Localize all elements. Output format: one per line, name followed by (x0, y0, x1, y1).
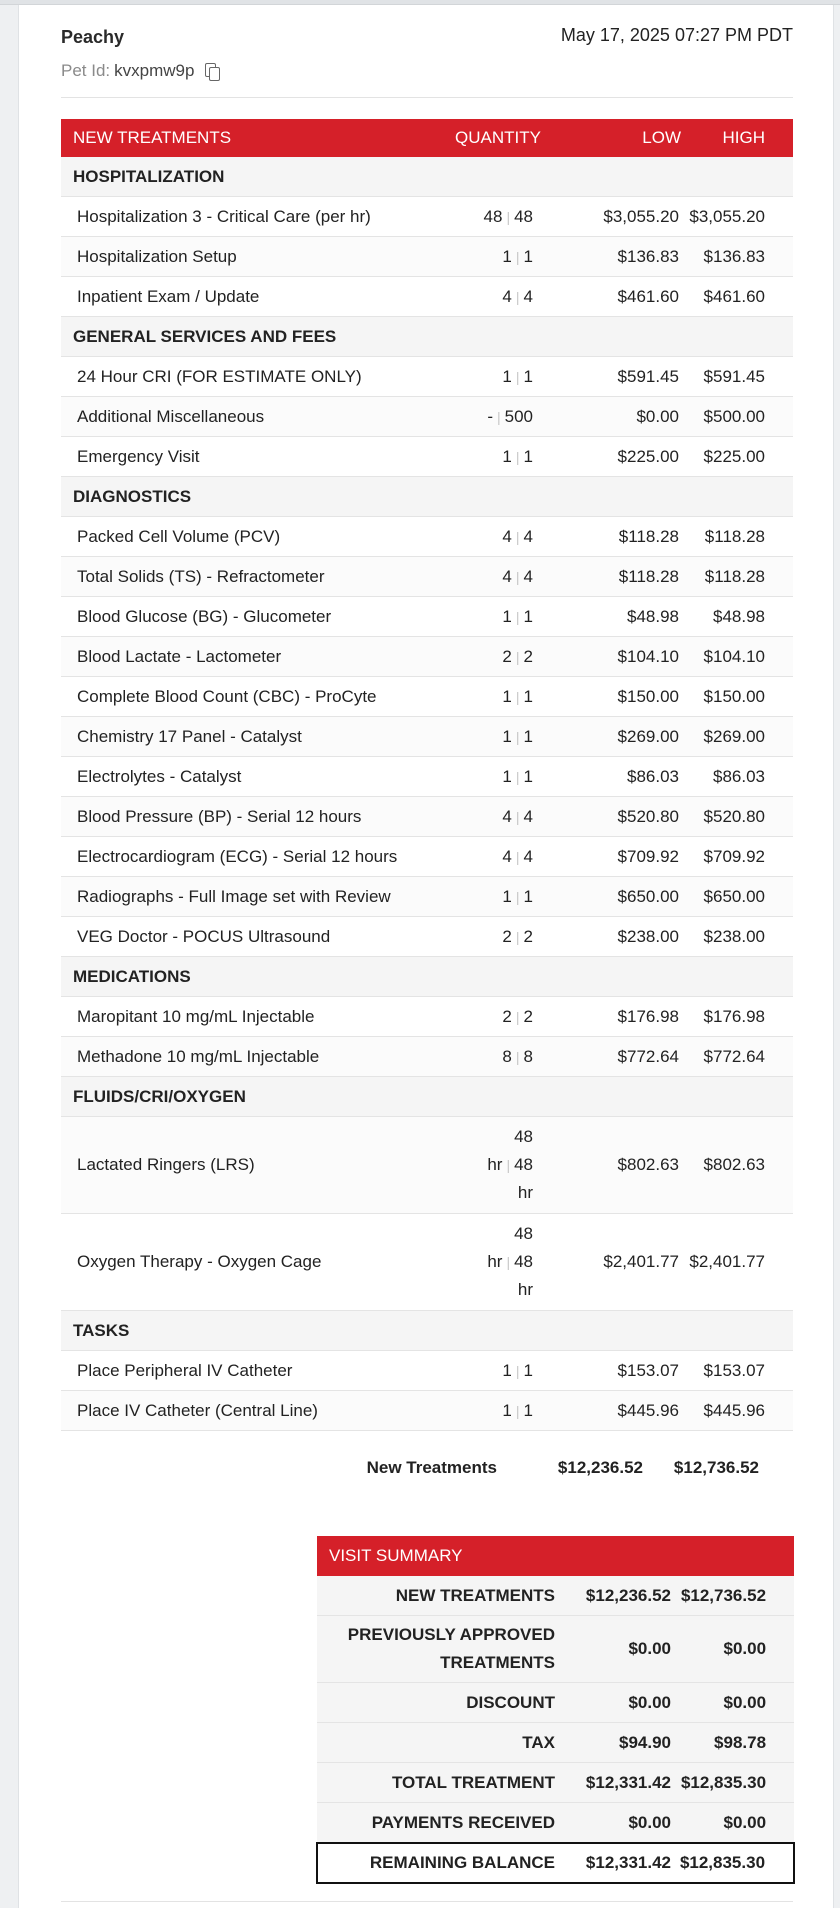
qty-high: 1 (523, 886, 533, 906)
item-quantity (451, 1117, 551, 1214)
item-quantity (451, 717, 551, 757)
table-row (61, 237, 793, 277)
table-row (61, 437, 793, 477)
visit-summary-table (316, 1536, 795, 1884)
item-name: Radiographs - Full Image set with Review (61, 877, 451, 917)
summary-label: TOTAL TREATMENT (317, 1763, 565, 1803)
item-low: $591.45 (551, 357, 689, 397)
category-title: GENERAL SERVICES AND FEES (61, 317, 793, 357)
pet-id-label: Pet Id: (61, 61, 111, 80)
visit-summary-body (317, 1576, 794, 1883)
qty-separator: | (515, 248, 520, 265)
qty-high: 1 (523, 446, 533, 466)
pet-id-value: kvxpmw9p (114, 61, 195, 80)
item-name: VEG Doctor - POCUS Ultrasound (61, 917, 451, 957)
item-quantity (451, 1391, 551, 1431)
item-low: $445.96 (551, 1391, 689, 1431)
summary-low: $12,331.42 (565, 1763, 673, 1803)
qty-high: 1 (523, 246, 533, 266)
item-name: Total Solids (TS) - Refractometer (61, 557, 451, 597)
item-high: $118.28 (689, 557, 793, 597)
item-quantity (451, 237, 551, 277)
qty-high: 2 (523, 646, 533, 666)
summary-row (317, 1803, 794, 1844)
item-quantity (451, 637, 551, 677)
qty-low: 2 (502, 646, 512, 666)
item-low: $225.00 (551, 437, 689, 477)
quantity-stack: 48 hr | 48 hr (487, 1127, 533, 1202)
qty-high: 1 (523, 606, 533, 626)
summary-high: $0.00 (673, 1803, 794, 1844)
table-row (61, 797, 793, 837)
qty-high: 1 (523, 366, 533, 386)
item-low: $86.03 (551, 757, 689, 797)
item-high: $461.60 (689, 277, 793, 317)
summary-high: $0.00 (673, 1683, 794, 1723)
qty-separator: | (506, 208, 511, 225)
table-row (61, 597, 793, 637)
category-row (61, 1077, 793, 1117)
item-quantity (451, 517, 551, 557)
table-row (61, 717, 793, 757)
qty-separator: | (515, 1362, 520, 1379)
item-quantity (451, 557, 551, 597)
qty-low: - (487, 406, 493, 426)
qty-high: 500 (504, 406, 533, 426)
item-high: $445.96 (689, 1391, 793, 1431)
item-name: Electrocardiogram (ECG) - Serial 12 hours (61, 837, 451, 877)
item-low: $118.28 (551, 557, 689, 597)
item-high: $591.45 (689, 357, 793, 397)
item-name: Chemistry 17 Panel - Catalyst (61, 717, 451, 757)
table-row (61, 1037, 793, 1077)
item-low: $150.00 (551, 677, 689, 717)
qty-separator: | (515, 1048, 520, 1065)
item-low: $48.98 (551, 597, 689, 637)
pet-name: Peachy (61, 27, 125, 47)
category-row (61, 1311, 793, 1351)
bottom-divider (61, 1901, 793, 1902)
item-quantity (451, 997, 551, 1037)
item-quantity (451, 277, 551, 317)
qty-low: 4 (502, 806, 512, 826)
item-quantity (451, 757, 551, 797)
category-row (61, 477, 793, 517)
qty-low: 1 (502, 1360, 512, 1380)
qty-high: 1 (523, 726, 533, 746)
col-header-quantity: QUANTITY (451, 119, 551, 157)
qty-high: 1 (523, 1400, 533, 1420)
item-name: Oxygen Therapy - Oxygen Cage (61, 1214, 451, 1311)
qty-low: 1 (502, 606, 512, 626)
total-high: $12,736.52 (673, 1458, 759, 1477)
item-low: $802.63 (551, 1117, 689, 1214)
item-name: Methadone 10 mg/mL Injectable (61, 1037, 451, 1077)
summary-row (317, 1616, 794, 1683)
item-quantity (451, 797, 551, 837)
item-name: Additional Miscellaneous (61, 397, 451, 437)
qty-high: 4 (523, 566, 533, 586)
summary-high: $12,835.30 (673, 1763, 794, 1803)
item-low: $0.00 (551, 397, 689, 437)
item-low: $709.92 (551, 837, 689, 877)
summary-high: $98.78 (673, 1723, 794, 1763)
summary-label: DISCOUNT (317, 1683, 565, 1723)
item-low: $238.00 (551, 917, 689, 957)
pet-header (61, 19, 793, 98)
table-row (61, 677, 793, 717)
item-low: $772.64 (551, 1037, 689, 1077)
item-quantity (451, 397, 551, 437)
table-row (61, 997, 793, 1037)
table-row (61, 757, 793, 797)
treatments-header-row (61, 119, 793, 157)
item-quantity (451, 917, 551, 957)
summary-row (317, 1576, 794, 1616)
qty-separator: | (515, 648, 520, 665)
item-high: $802.63 (689, 1117, 793, 1214)
qty-low: 4 (502, 846, 512, 866)
item-name: Hospitalization 3 - Critical Care (per hr) (61, 197, 451, 237)
table-row (61, 1351, 793, 1391)
item-low: $650.00 (551, 877, 689, 917)
item-quantity (451, 877, 551, 917)
qty-low: 4 (502, 566, 512, 586)
qty-high: 4 (523, 526, 533, 546)
item-name: 24 Hour CRI (FOR ESTIMATE ONLY) (61, 357, 451, 397)
item-low: $118.28 (551, 517, 689, 557)
qty-low: 8 (502, 1046, 512, 1066)
item-high: $176.98 (689, 997, 793, 1037)
col-header-treatments: NEW TREATMENTS (61, 119, 451, 157)
item-high: $86.03 (689, 757, 793, 797)
qty-high: 1 (523, 1360, 533, 1380)
qty-separator: | (515, 1008, 520, 1025)
qty-low: 1 (502, 766, 512, 786)
qty-low: 1 (502, 686, 512, 706)
summary-row (317, 1723, 794, 1763)
qty-low: 1 (502, 726, 512, 746)
summary-high: $12,736.52 (673, 1576, 794, 1616)
qty-low: 1 (502, 886, 512, 906)
item-name: Blood Glucose (BG) - Glucometer (61, 597, 451, 637)
summary-low: $0.00 (565, 1616, 673, 1683)
item-high: $500.00 (689, 397, 793, 437)
item-low: $2,401.77 (551, 1214, 689, 1311)
qty-separator: | (515, 728, 520, 745)
table-row (61, 357, 793, 397)
visit-summary-title: VISIT SUMMARY (317, 1536, 794, 1576)
qty-separator: | (515, 448, 520, 465)
table-row (61, 557, 793, 597)
qty-separator: | (515, 888, 520, 905)
item-high: $709.92 (689, 837, 793, 877)
qty-separator: | (515, 608, 520, 625)
qty-low: 1 (502, 1400, 512, 1420)
item-high: $104.10 (689, 637, 793, 677)
qty-separator: | (515, 288, 520, 305)
qty-separator: | (515, 848, 520, 865)
item-quantity (451, 837, 551, 877)
item-name: Packed Cell Volume (PCV) (61, 517, 451, 557)
item-name: Emergency Visit (61, 437, 451, 477)
qty-low: 2 (502, 926, 512, 946)
category-title: FLUIDS/CRI/OXYGEN (61, 1077, 793, 1117)
item-name: Inpatient Exam / Update (61, 277, 451, 317)
item-high: $48.98 (689, 597, 793, 637)
item-high: $153.07 (689, 1351, 793, 1391)
item-quantity (451, 357, 551, 397)
estimate-card (18, 5, 834, 1908)
item-quantity (451, 1037, 551, 1077)
item-low: $153.07 (551, 1351, 689, 1391)
table-row (61, 1117, 793, 1214)
remaining-low: $12,331.42 (565, 1843, 673, 1883)
summary-label: PAYMENTS RECEIVED (317, 1803, 565, 1844)
category-title: HOSPITALIZATION (61, 157, 793, 197)
qty-separator: | (515, 368, 520, 385)
summary-label: NEW TREATMENTS (317, 1576, 565, 1616)
table-row (61, 837, 793, 877)
item-quantity (451, 197, 551, 237)
table-row (61, 197, 793, 237)
pet-id-row (61, 61, 219, 81)
qty-separator: | (515, 1402, 520, 1419)
table-row (61, 1391, 793, 1431)
item-name: Lactated Ringers (LRS) (61, 1117, 451, 1214)
item-high: $520.80 (689, 797, 793, 837)
qty-low: 1 (502, 246, 512, 266)
item-low: $461.60 (551, 277, 689, 317)
remaining-balance-row (317, 1843, 794, 1883)
qty-high: 48 (514, 206, 533, 226)
quantity-stack: 48 hr | 48 hr (487, 1224, 533, 1299)
summary-low: $0.00 (565, 1683, 673, 1723)
summary-low: $94.90 (565, 1723, 673, 1763)
item-name: Hospitalization Setup (61, 237, 451, 277)
table-row (61, 637, 793, 677)
table-row (61, 397, 793, 437)
item-high: $2,401.77 (689, 1214, 793, 1311)
col-header-low: LOW (551, 119, 689, 157)
qty-high: 2 (523, 1006, 533, 1026)
qty-separator: | (496, 408, 501, 425)
treatments-table (61, 119, 793, 1431)
qty-separator: | (515, 688, 520, 705)
category-title: MEDICATIONS (61, 957, 793, 997)
category-row (61, 157, 793, 197)
summary-low: $12,236.52 (565, 1576, 673, 1616)
total-label: New Treatments (366, 1458, 497, 1477)
qty-separator: | (515, 568, 520, 585)
table-row (61, 877, 793, 917)
qty-high: 1 (523, 766, 533, 786)
item-name: Blood Lactate - Lactometer (61, 637, 451, 677)
col-header-high: HIGH (689, 119, 793, 157)
item-name: Complete Blood Count (CBC) - ProCyte (61, 677, 451, 717)
visit-date: May 17, 2025 07:27 PM PDT (560, 25, 793, 45)
category-title: DIAGNOSTICS (61, 477, 793, 517)
qty-separator: | (515, 768, 520, 785)
item-high: $772.64 (689, 1037, 793, 1077)
qty-high: 8 (523, 1046, 533, 1066)
summary-row (317, 1683, 794, 1723)
qty-low: 48 (483, 206, 503, 226)
item-high: $269.00 (689, 717, 793, 757)
copy-icon[interactable] (205, 63, 219, 79)
item-name: Electrolytes - Catalyst (61, 757, 451, 797)
remaining-label: REMAINING BALANCE (317, 1843, 565, 1883)
qty-high: 1 (523, 686, 533, 706)
category-row (61, 957, 793, 997)
item-quantity (451, 1214, 551, 1311)
qty-high: 4 (523, 846, 533, 866)
qty-low: 4 (502, 286, 512, 306)
item-low: $136.83 (551, 237, 689, 277)
item-quantity (451, 1351, 551, 1391)
remaining-high: $12,835.30 (673, 1843, 794, 1883)
item-low: $520.80 (551, 797, 689, 837)
item-name: Place Peripheral IV Catheter (61, 1351, 451, 1391)
item-high: $650.00 (689, 877, 793, 917)
item-name: Place IV Catheter (Central Line) (61, 1391, 451, 1431)
summary-row (317, 1763, 794, 1803)
qty-high: 2 (523, 926, 533, 946)
item-name: Blood Pressure (BP) - Serial 12 hours (61, 797, 451, 837)
qty-separator: | (515, 528, 520, 545)
table-row (61, 277, 793, 317)
table-row (61, 517, 793, 557)
qty-low: 1 (502, 366, 512, 386)
item-name: Maropitant 10 mg/mL Injectable (61, 997, 451, 1037)
qty-high: 4 (523, 286, 533, 306)
item-high: $225.00 (689, 437, 793, 477)
summary-high: $0.00 (673, 1616, 794, 1683)
category-title: TASKS (61, 1311, 793, 1351)
new-treatments-total (61, 1458, 793, 1486)
table-row (61, 917, 793, 957)
category-row (61, 317, 793, 357)
item-high: $150.00 (689, 677, 793, 717)
qty-low: 2 (502, 1006, 512, 1026)
table-row (61, 1214, 793, 1311)
total-low: $12,236.52 (557, 1458, 643, 1477)
item-low: $269.00 (551, 717, 689, 757)
treatments-body (61, 157, 793, 1431)
summary-label: TAX (317, 1723, 565, 1763)
item-low: $3,055.20 (551, 197, 689, 237)
item-high: $3,055.20 (689, 197, 793, 237)
item-quantity (451, 597, 551, 637)
qty-high: 4 (523, 806, 533, 826)
qty-separator: | (515, 808, 520, 825)
item-quantity (451, 677, 551, 717)
item-quantity (451, 437, 551, 477)
qty-low: 1 (502, 446, 512, 466)
summary-low: $0.00 (565, 1803, 673, 1844)
item-high: $238.00 (689, 917, 793, 957)
item-low: $104.10 (551, 637, 689, 677)
qty-separator: | (515, 928, 520, 945)
qty-low: 4 (502, 526, 512, 546)
item-high: $136.83 (689, 237, 793, 277)
item-high: $118.28 (689, 517, 793, 557)
summary-label: PREVIOUSLY APPROVED TREATMENTS (317, 1616, 565, 1683)
item-low: $176.98 (551, 997, 689, 1037)
